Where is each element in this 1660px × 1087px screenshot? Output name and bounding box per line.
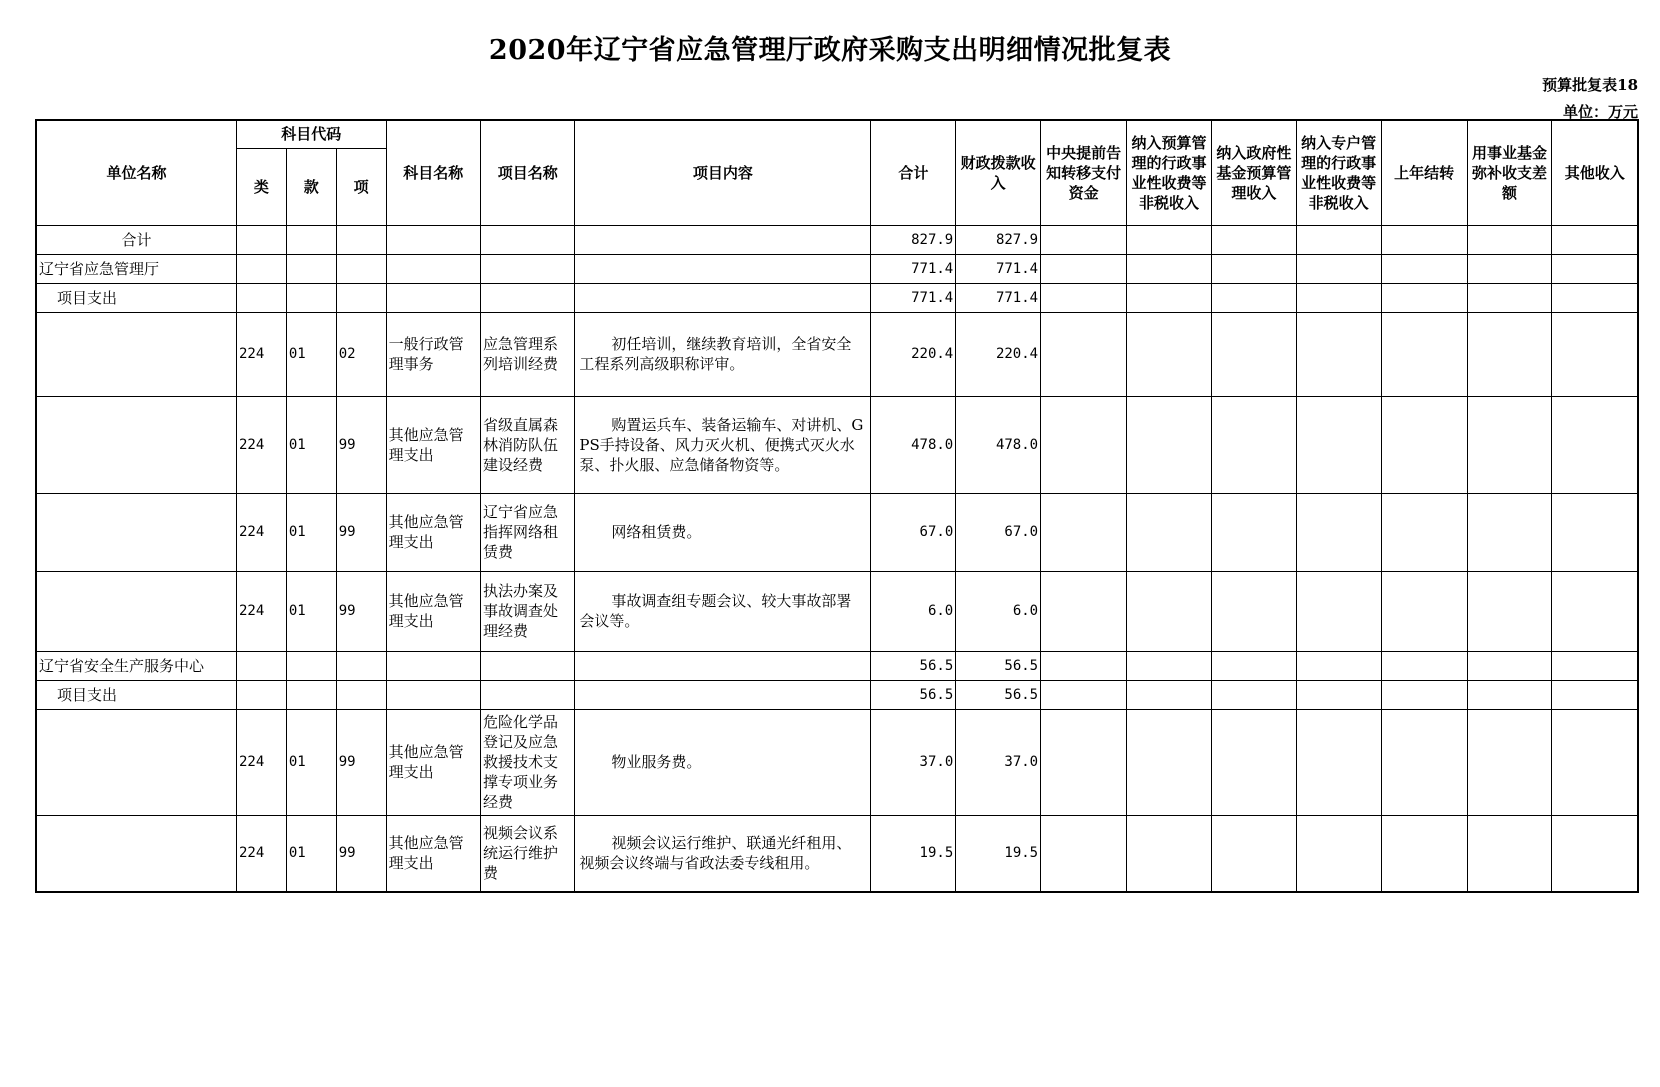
row-subject: 一般行政管理事务 [386,312,480,396]
row-xiang: 99 [336,396,386,493]
form-number: 预算批复表18 [1542,76,1638,94]
row-name: 辽宁省应急管理厅 [36,254,237,283]
row-project: 执法办案及事故调查处理经费 [481,571,575,651]
row-xiang: 99 [336,709,386,815]
row-total: 19.5 [871,815,956,892]
row-total: 37.0 [871,709,956,815]
table-row [36,680,1638,709]
row-lei: 224 [237,815,287,892]
table-row [36,571,1638,651]
table-row [36,651,1638,680]
page-title: 2020年辽宁省应急管理厅政府采购支出明细情况批复表 [488,35,1172,66]
row-total: 56.5 [871,651,956,680]
row-subject: 其他应急管理支出 [386,571,480,651]
table-row [36,283,1638,312]
table-row [36,254,1638,283]
header-total: 合计 [871,120,956,225]
row-fiscal: 67.0 [956,493,1041,571]
row-fiscal: 56.5 [956,680,1041,709]
row-fiscal: 56.5 [956,651,1041,680]
row-content: 购置运兵车、装备运输车、对讲机、GPS手持设备、风力灭火机、便携式灭火水泵、扑火服、应急储备物资等。 [575,396,871,493]
header-project-content: 项目内容 [575,120,871,225]
row-name: 辽宁省安全生产服务中心 [36,651,237,680]
table-row [36,815,1638,892]
row-content: 事故调查组专题会议、较大事故部署会议等。 [575,571,871,651]
table-row [36,709,1638,815]
row-project: 视频会议系统运行维护费 [481,815,575,892]
header-kuan: 款 [286,148,336,225]
row-kuan: 01 [286,312,336,396]
header-central: 中央提前告知转移支付资金 [1041,120,1127,225]
row-total: 827.9 [871,225,956,254]
row-fiscal: 6.0 [956,571,1041,651]
header-carryover: 上年结转 [1381,120,1467,225]
unit-label: 单位：万元 [1562,103,1638,121]
row-content: 物业服务费。 [575,709,871,815]
header-xiang: 项 [336,148,386,225]
row-subject: 其他应急管理支出 [386,709,480,815]
row-total: 771.4 [871,254,956,283]
row-lei: 224 [237,493,287,571]
row-lei: 224 [237,709,287,815]
row-subject: 其他应急管理支出 [386,493,480,571]
header-subject-code: 科目代码 [237,120,387,148]
row-total: 220.4 [871,312,956,396]
row-lei: 224 [237,312,287,396]
row-project: 省级直属森林消防队伍建设经费 [481,396,575,493]
header-other: 其他收入 [1552,120,1638,225]
table-row [36,312,1638,396]
row-total: 67.0 [871,493,956,571]
row-total: 6.0 [871,571,956,651]
header-fund-balance: 用事业基金弥补收支差额 [1467,120,1552,225]
row-content: 网络租赁费。 [575,493,871,571]
row-total: 56.5 [871,680,956,709]
row-total: 478.0 [871,396,956,493]
header-gov-fund: 纳入政府性基金预算管理收入 [1211,120,1296,225]
row-content: 初任培训，继续教育培训，全省安全工程系列高级职称评审。 [575,312,871,396]
row-lei: 224 [237,571,287,651]
header-lei: 类 [237,148,287,225]
row-project: 应急管理系列培训经费 [481,312,575,396]
row-kuan: 01 [286,815,336,892]
row-content: 视频会议运行维护、联通光纤租用、视频会议终端与省政法委专线租用。 [575,815,871,892]
approval-table [35,119,1639,893]
row-project: 辽宁省应急指挥网络租赁费 [481,493,575,571]
header-fiscal: 财政拨款收入 [956,120,1041,225]
row-name: 项目支出 [36,283,237,312]
row-fiscal: 827.9 [956,225,1041,254]
row-project: 危险化学品登记及应急救援技术支撑专项业务经费 [481,709,575,815]
row-name: 项目支出 [36,680,237,709]
row-xiang: 99 [336,571,386,651]
row-xiang: 99 [336,493,386,571]
table-row [36,225,1638,254]
row-xiang: 02 [336,312,386,396]
row-xiang: 99 [336,815,386,892]
table-row [36,396,1638,493]
row-total: 771.4 [871,283,956,312]
row-kuan: 01 [286,396,336,493]
row-fiscal: 478.0 [956,396,1041,493]
header-admin-nontax: 纳入预算管理的行政事业性收费等非税收入 [1127,120,1212,225]
row-kuan: 01 [286,709,336,815]
row-subject: 其他应急管理支出 [386,815,480,892]
row-name: 合计 [36,225,237,254]
row-lei: 224 [237,396,287,493]
header-subject-name: 科目名称 [386,120,480,225]
row-fiscal: 37.0 [956,709,1041,815]
row-fiscal: 771.4 [956,283,1041,312]
table-row [36,493,1638,571]
row-subject: 其他应急管理支出 [386,396,480,493]
row-fiscal: 220.4 [956,312,1041,396]
row-kuan: 01 [286,493,336,571]
header-unit-name: 单位名称 [36,120,237,225]
header-special-nontax: 纳入专户管理的行政事业性收费等非税收入 [1296,120,1381,225]
row-fiscal: 19.5 [956,815,1041,892]
row-kuan: 01 [286,571,336,651]
header-project-name: 项目名称 [481,120,575,225]
row-fiscal: 771.4 [956,254,1041,283]
